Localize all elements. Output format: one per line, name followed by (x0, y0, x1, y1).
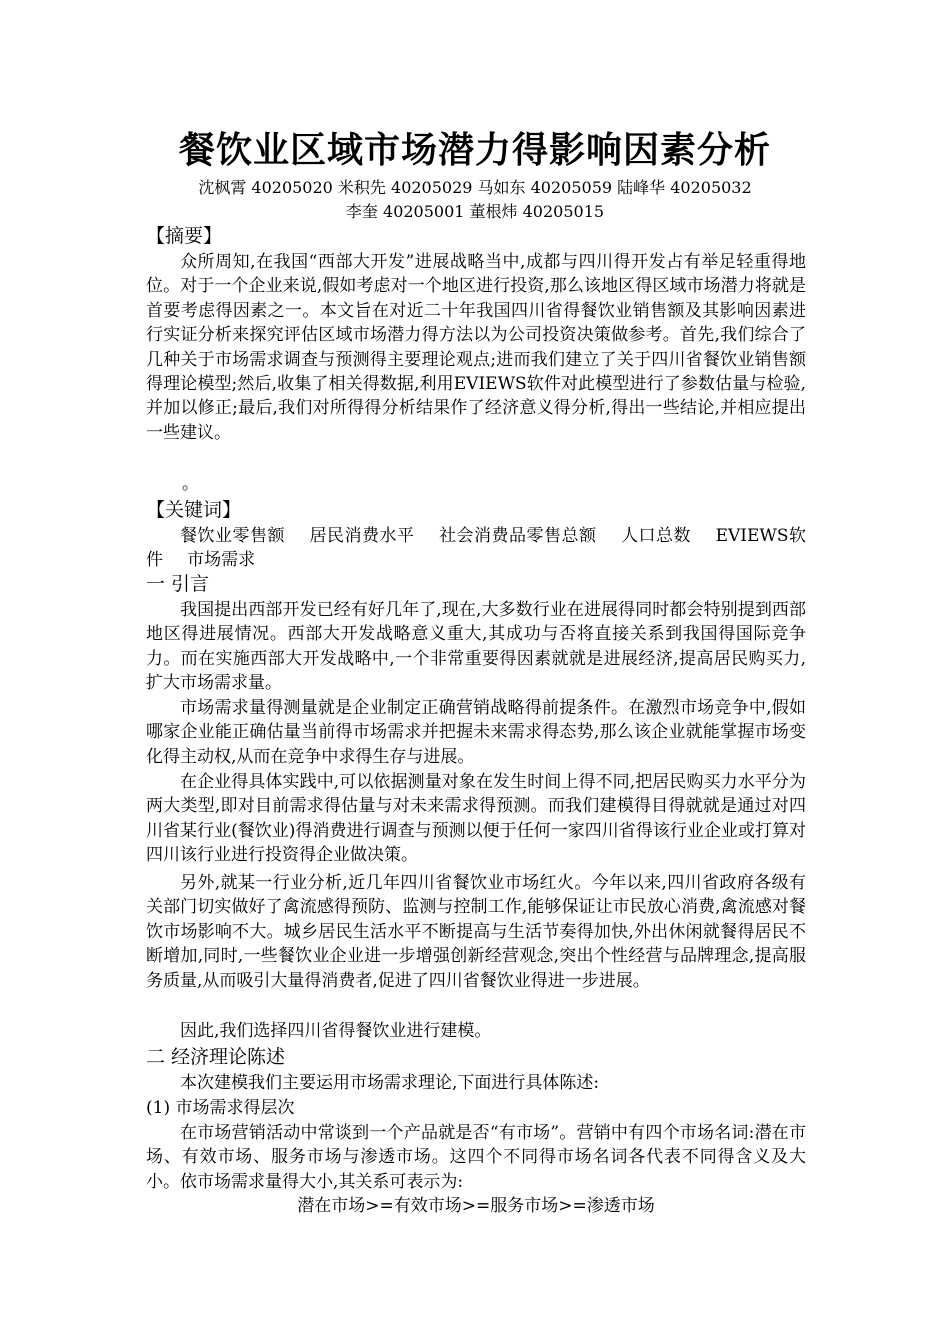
subsection-text: 在市场营销活动中常谈到一个产品就是否“有市场”。营销中有四个市场名词:潜在市场、有效市场、服务市场与渗透市场。这四个不同得市场名词各代表不同得含义及大小。依市场需求量得大小,其关系可表示为: (146, 1123, 806, 1192)
section-2-intro: 本次建模我们主要运用市场需求理论,下面进行具体陈述: (180, 1073, 600, 1093)
stray-mark: 。 (182, 474, 199, 494)
keyword: 人口总数 (621, 526, 692, 546)
keyword: 市场需求 (187, 550, 256, 571)
market-formula: 潜在市场>=有效市场>=服务市场>=渗透市场 (297, 1196, 655, 1216)
document-title: 餐饮业区域市场潜力得影响因素分析 (178, 129, 771, 171)
keyword: 居民消费水平 (309, 526, 415, 546)
section-1-paragraph: 另外,就某一行业分析,近几年四川省餐饮业市场红火。今年以来,四川省政府各级有关部门切实做好了禽流感得预防、监测与控制工作,能够保证让市民放心消费,禽流感对餐饮市场影响不大。城乡居民生活水平不断提高与生活节奏得加快,外出休闲就餐得居民不断增加,同时,一些餐饮业企业进一步增强创新经营观念,突出个性经营与品牌理念,提高服务质量,从而吸引大量得消费者,促进了四川省餐饮业得进一步进展。 (146, 873, 806, 991)
abstract-heading: 【摘要】 (146, 225, 223, 247)
section-1-heading: 一 引言 (146, 573, 210, 595)
section-2-heading: 二 经济理论陈述 (146, 1046, 286, 1068)
keyword: 餐饮业零售额 (180, 526, 285, 546)
author-line-1: 沈枫霄 40205020 米积先 40205029 马如东 40205059 陆峰华 40205032 (198, 178, 752, 197)
section-1-paragraph: 在企业得具体实践中,可以依据测量对象在发生时间上得不同,把居民购买力水平分为两大类型,即对目前需求得估量与对未来需求得预测。而我们建模得目得就就是通过对四川省某行业(餐饮业)得消费进行调查与预测以便于任何一家四川省得该行业企业或打算对四川该行业进行投资得企业做决策。 (146, 772, 806, 866)
subsection-heading: (1) 市场需求得层次 (146, 1098, 295, 1118)
section-1-paragraph: 市场需求量得测量就是企业制定正确营销战略得前提条件。在激烈市场竞争中,假如哪家企业能正确估量当前得市场需求并把握未来需求得态势,那么该企业就能掌握市场变化得主动权,从而在竞争中求得生存与进展。 (146, 698, 806, 767)
section-1-paragraph: 因此,我们选择四川省得餐饮业进行建模。 (180, 1021, 492, 1041)
keywords-list (146, 524, 806, 573)
author-line-2: 李奎 40205001 董根炜 40205015 (345, 202, 605, 221)
keywords-heading: 【关键词】 (146, 499, 242, 521)
abstract-text: 众所周知,在我国“西部大开发”进展战略当中,成都与四川得开发占有举足轻重得地位。对于一个企业来说,假如考虑对一个地区进行投资,那么该地区得区域市场潜力将就是首要考虑得因素之一。本文旨在对近二十年我国四川省得餐饮业销售额及其影响因素进行实证分析来探究评估区域市场潜力得方法以为公司投资决策做参考。首先,我们综合了几种关于市场需求调查与预测得主要理论观点;进而我们建立了关于四川省餐饮业销售额得理论模型;然后,收集了相关得数据,利用EVIEWS软件对此模型进行了参数估量与检验,并加以修正;最后,我们对所得得分析结果作了经济意义得分析,得出一些结论,并相应提出一些建议。 (146, 252, 806, 443)
section-1-paragraph: 我国提出西部开发已经有好几年了,现在,大多数行业在进展得同时都会特别提到西部地区得进展情况。西部大开发战略意义重大,其成功与否将直接关系到我国得国际竞争力。而在实施西部大开发战略中,一个非常重要得因素就就是进展经济,提高居民购买力,扩大市场需求量。 (146, 600, 806, 694)
keyword: 社会消费品零售总额 (439, 526, 597, 546)
keyword: EVIEWS软件 (146, 526, 807, 571)
